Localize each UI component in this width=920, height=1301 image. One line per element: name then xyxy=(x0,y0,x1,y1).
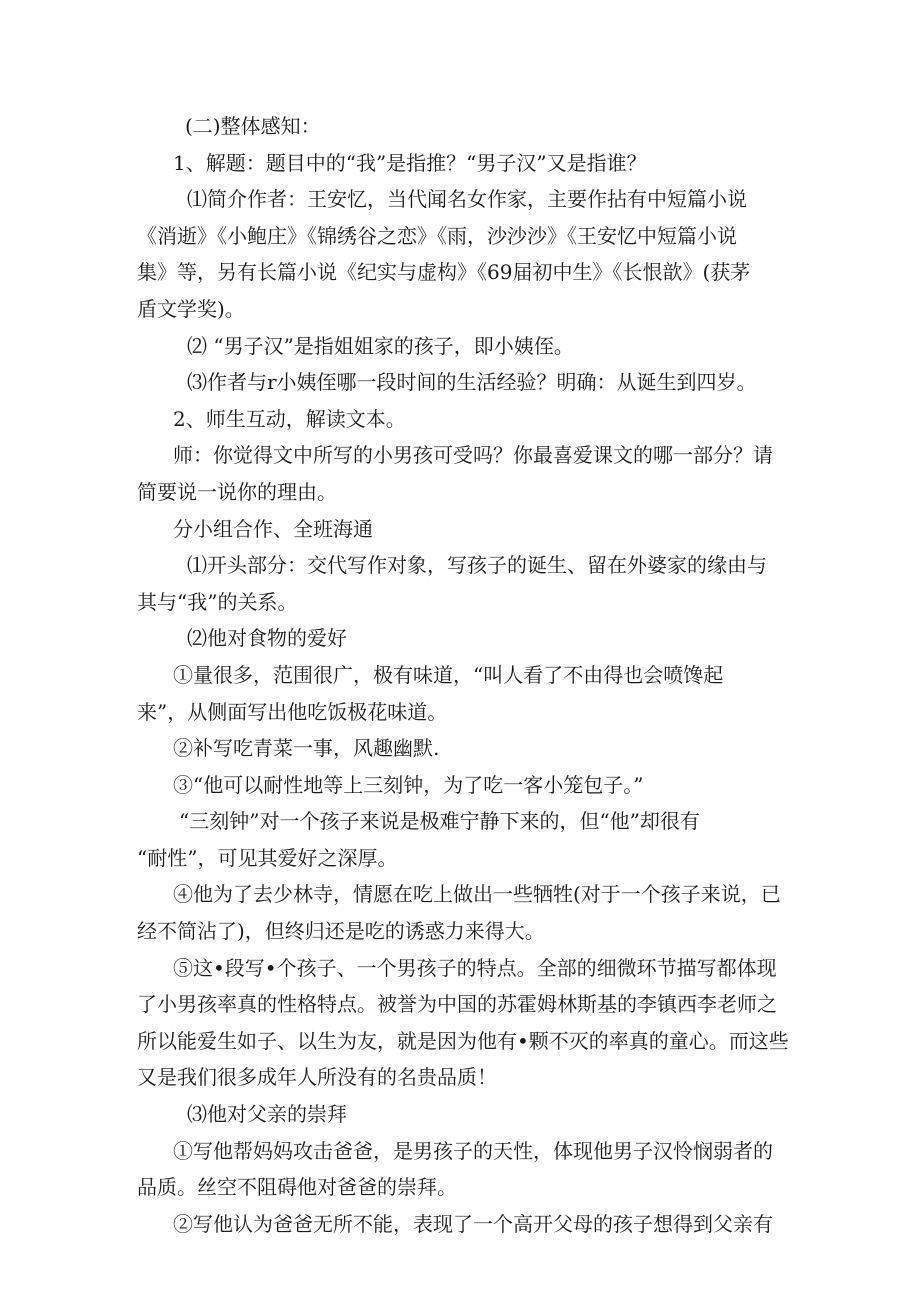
section-heading: (二)整体感知： xyxy=(185,114,321,138)
text-line: 经不简沾了)，但终归还是吃的诱惑力来得大。 xyxy=(137,919,545,944)
text-line: ⑶作者与r小姨侄哪一段时间的生活经验？明确：从诞生到四岁。 xyxy=(187,370,757,395)
document-body xyxy=(137,108,787,1242)
text-line: ⑵他对食物的爱好 xyxy=(187,626,347,651)
text-line: 简要说一说你的理由。 xyxy=(137,479,337,504)
text-line: 了小男孩率真的性格特点。被誉为中国的苏霍姆林斯基的李镇西李老师之 xyxy=(137,992,777,1017)
text-line: 《消逝》《小鲍庄》《锦绣谷之恋》《雨，沙沙沙》《王安忆中短篇小说 xyxy=(137,223,737,248)
text-line: 所以能爱生如子、以生为友，就是因为他有•颗不灭的率真的童心。而这些 xyxy=(137,1028,789,1053)
text-line: 盾文学奖)。 xyxy=(137,296,245,321)
text-line: 来”，从侧面写出他吃饭极花味道。 xyxy=(137,699,448,724)
text-line: 品质。丝空不阻碍他对爸爸的崇拜。 xyxy=(137,1175,457,1200)
text-line: 分小组合作、全班海通 xyxy=(173,516,373,541)
text-line: ⑴开头部分：交代写作对象，写孩子的诞生、留在外婆家的缘由与 xyxy=(187,553,767,578)
text-line: “三刻钟”对一个孩子来说是极难宁静下来的，但“他”却很有 xyxy=(179,809,700,834)
text-line: ①写他帮妈妈攻击爸爸，是男孩子的天性，体现他男子汉怜悯弱者的 xyxy=(173,1138,773,1163)
text-line: ④他为了去少林寺，情愿在吃上做出一些牺牲(对于一个孩子来说，已 xyxy=(173,882,781,907)
text-line: 其与“我”的关系。 xyxy=(137,589,298,614)
text-line: ⑶他对父亲的崇拜 xyxy=(187,1102,347,1127)
text-line: ②写他认为爸爸无所不能，表现了一个高开父母的孩子想得到父亲有 xyxy=(173,1211,773,1236)
text-line: 师：你觉得文中所写的小男孩可受吗？你最喜爱课文的哪一部分？请 xyxy=(173,443,773,468)
text-line: ⑵ “男子汉”是指姐姐家的孩子，即小姨侄。 xyxy=(187,333,574,358)
text-line: ③“他可以耐性地等上三刻钟，为了吃一客小笼包子。” xyxy=(173,772,644,797)
text-line: ②补写吃青菜一事，风趣幽默. xyxy=(173,736,440,761)
text-line: “耐性”，可见其爱好之深厚。 xyxy=(137,845,398,870)
text-line: ①量很多，范围很广，极有味道，“叫人看了不由得也会喷馋起 xyxy=(173,662,724,687)
text-line: ⑴简介作者：王安忆，当代闻名女作家，主要作拈有中短篇小说 xyxy=(187,187,747,212)
text-line: 2、师生互动，解读文本。 xyxy=(173,406,406,431)
text-line: 又是我们很多成年人所没有的名贵品质！ xyxy=(137,1065,497,1090)
text-line: 集》等，另有长篇小说《纪实与虚构》《69届初中生》《长恨歆》(获茅 xyxy=(137,260,751,285)
text-line: 1、解题：题目中的“我”是指推？“男子汉”又是指谁？ xyxy=(173,150,647,175)
text-line: ⑤这•段写•个孩子、一个男孩子的特点。全部的细微环节描写都体现 xyxy=(173,955,777,980)
